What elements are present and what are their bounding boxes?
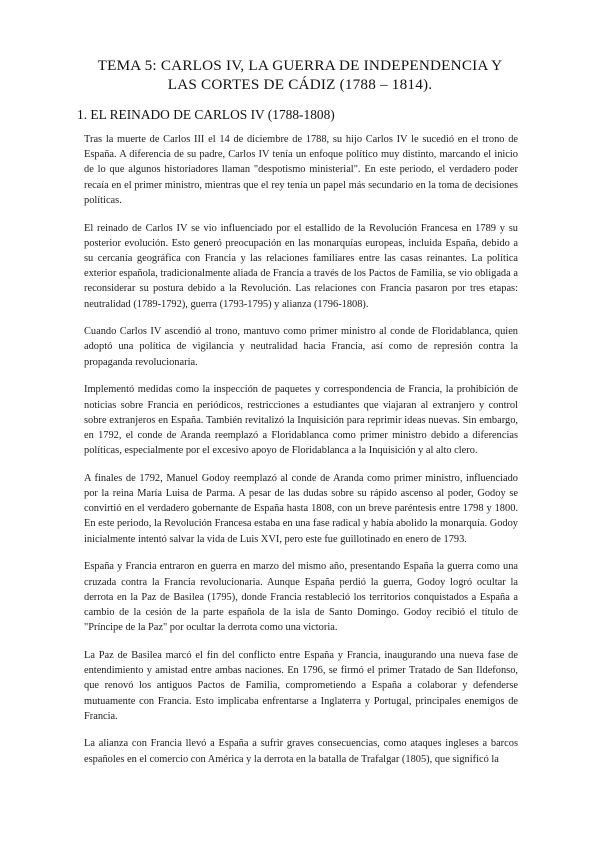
paragraph: El reinado de Carlos IV se vio influenciado por el estallido de la Revolución Francesa en 1789 y su posterior evolución. Esto generó preocupación en las monarquías europeas, incluida España, debido a su cercanía geográfica con Francia y las relaciones familiares entre las casas reinantes. La política exterior española, tradicionalmente aliada de Francia a través de los Pactos de Familia, se vio obligada a reconsiderar su postura debido a la Revolución. Las relaciones con Francia pasaron por tres etapas: neutralidad (1789-1792), guerra (1793-1795) y alianza (1796-1808). <box>84 222 518 310</box>
paragraph: Implementó medidas como la inspección de paquetes y correspondencia de Francia, la prohibición de noticias sobre Francia en periódicos, restricciones a estudiantes que viajaran al extranjero y control sobre extranjeros en España. También revitalizó la Inquisición para reprimir ideas nuevas. Sin embargo, en 1792, el conde de Aranda reemplazó a Floridablanca como primer ministro debido a diferencias políticas, especialmente por el excesivo apoyo de Floridablanca a la Inquisición y al alto clero. <box>84 384 518 457</box>
paragraph: Cuando Carlos IV ascendió al trono, mantuvo como primer ministro al conde de Floridablanca, quien adoptó una política de vigilancia y neutralidad hacia Francia, así como de represión contra la propaganda revolucionaria. <box>84 326 518 368</box>
section-heading: 1. EL REINADO DE CARLOS IV (1788-1808) <box>77 107 335 122</box>
paragraph: La alianza con Francia llevó a España a sufrir graves consecuencias, como ataques ingleses a barcos españoles en el comercio con América y la derrota en la batalla de Trafalgar (1805), que significó la <box>84 738 518 765</box>
body-text <box>84 132 518 779</box>
document-title <box>60 56 540 94</box>
paragraph: España y Francia entraron en guerra en marzo del mismo año, presentando España la guerra como una cruzada contra la Francia revolucionaria. Aunque España perdió la guerra, Godoy logró ocultar la derrota en la Paz de Basilea (1795), donde Francia restableció los territorios conquistados a España a cambio de la cesión de la parte española de la isla de Santo Domingo. Godoy recibió el título de "Príncipe de la Paz" por ocultar la derrota como una victoria. <box>84 561 518 634</box>
paragraph: A finales de 1792, Manuel Godoy reemplazó al conde de Aranda como primer ministro, influenciado por la reina María Luisa de Parma. A pesar de las dudas sobre su rápido ascenso al poder, Godoy se convirtió en el verdadero gobernante de España hasta 1808, con un breve paréntesis entre 1798 y 1800. En este periodo, la Revolución Francesa estaba en una fase radical y había abolido la monarquía. Godoy inicialmente intentó salvar la vida de Luis XVI, pero este fue guillotinado en enero de 1793. <box>84 472 518 545</box>
title-line-1: TEMA 5: CARLOS IV, LA GUERRA DE INDEPENDENCIA Y <box>97 57 503 74</box>
paragraph: La Paz de Basilea marcó el fin del conflicto entre España y Francia, inaugurando una nueva fase de entendimiento y amistad entre ambas naciones. En 1796, se firmó el primer Tratado de San Ildefonso, que renovó los antiguos Pactos de Familia, comprometiendo a España a colaborar y defenderse mutuamente con Francia. Esto implicaba enfrentarse a Inglaterra y Portugal, principales enemigos de Francia. <box>84 649 518 722</box>
title-line-2: LAS CORTES DE CÁDIZ (1788 – 1814). <box>167 76 433 93</box>
paragraph: Tras la muerte de Carlos III el 14 de diciembre de 1788, su hijo Carlos IV le sucedió en el trono de España. A diferencia de su padre, Carlos IV tenía un enfoque político muy distinto, marcando el inicio de lo que algunos historiadores llaman "despotismo ministerial". En este periodo, el verdadero poder recaía en el primer ministro, mientras que el rey tenía un papel más secundario en la toma de decisiones políticas. <box>84 134 518 206</box>
